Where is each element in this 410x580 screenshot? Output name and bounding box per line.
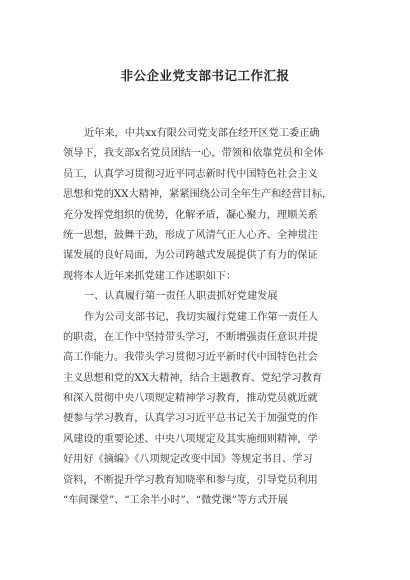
body-line: 和深入贯彻中央八项规定精神学习教育，推动党员就近就	[63, 393, 318, 405]
body-line: 主义思想和党的XX大精神，结合主题教育、党纪学习教育	[63, 372, 323, 384]
body-line: 作为公司支部书记，我切实履行党建工作第一责任人	[84, 311, 319, 323]
body-line: “车间课堂”、“工余半小时”、“微党课”等方式开展	[63, 495, 288, 507]
body-line: 风建设的重要论述、中央八项规定及其实施细则精神，学	[63, 433, 318, 445]
document-title: 非公企业党支部书记工作汇报	[120, 68, 290, 83]
body-line: 好用好《摘编》《八项规定改变中国》等规定书目、学习	[63, 454, 313, 466]
body-line: 思想和党的XX大精神，紧紧围绕公司全年生产和经营目标，	[63, 189, 333, 201]
body-line: 高工作能力。我带头学习贯彻习近平新时代中国特色社会	[63, 352, 318, 364]
body-line: 的职责，在工作中坚持带头学习，不断增强责任意识并提	[63, 331, 318, 343]
body-line: 谋发展的良好局面，为公司跨越式发展提供了有力的保证	[63, 250, 318, 262]
body-line: 便参与学习教育，认真学习习近平总书记关于加强党的作	[63, 413, 318, 425]
body-line: 员工，认真学习贯彻习近平同志新时代中国特色社会主义	[63, 168, 318, 180]
body-line: 近年来，中共xx有限公司党支部在经开区党工委正确	[84, 128, 320, 139]
body-line: 现将本人近年来抓党建工作述职如下：	[63, 270, 237, 282]
body-line: 一、认真履行第一责任人职责抓好党建发展	[84, 291, 278, 303]
body-line: 领导下，我支部x名党员团结一心，带领和依靠党员和全体	[63, 148, 324, 160]
body-line: 充分发挥党组织的优势，化解矛盾，凝心聚力，理顺关系	[63, 209, 318, 221]
body-line: 资料，不断提升学习教育知晓率和参与度，引导党员利用	[63, 474, 318, 486]
document-body	[63, 124, 363, 511]
body-line: 统一思想，鼓舞干劲，形成了风清气正人心齐、全神贯注	[63, 229, 318, 241]
